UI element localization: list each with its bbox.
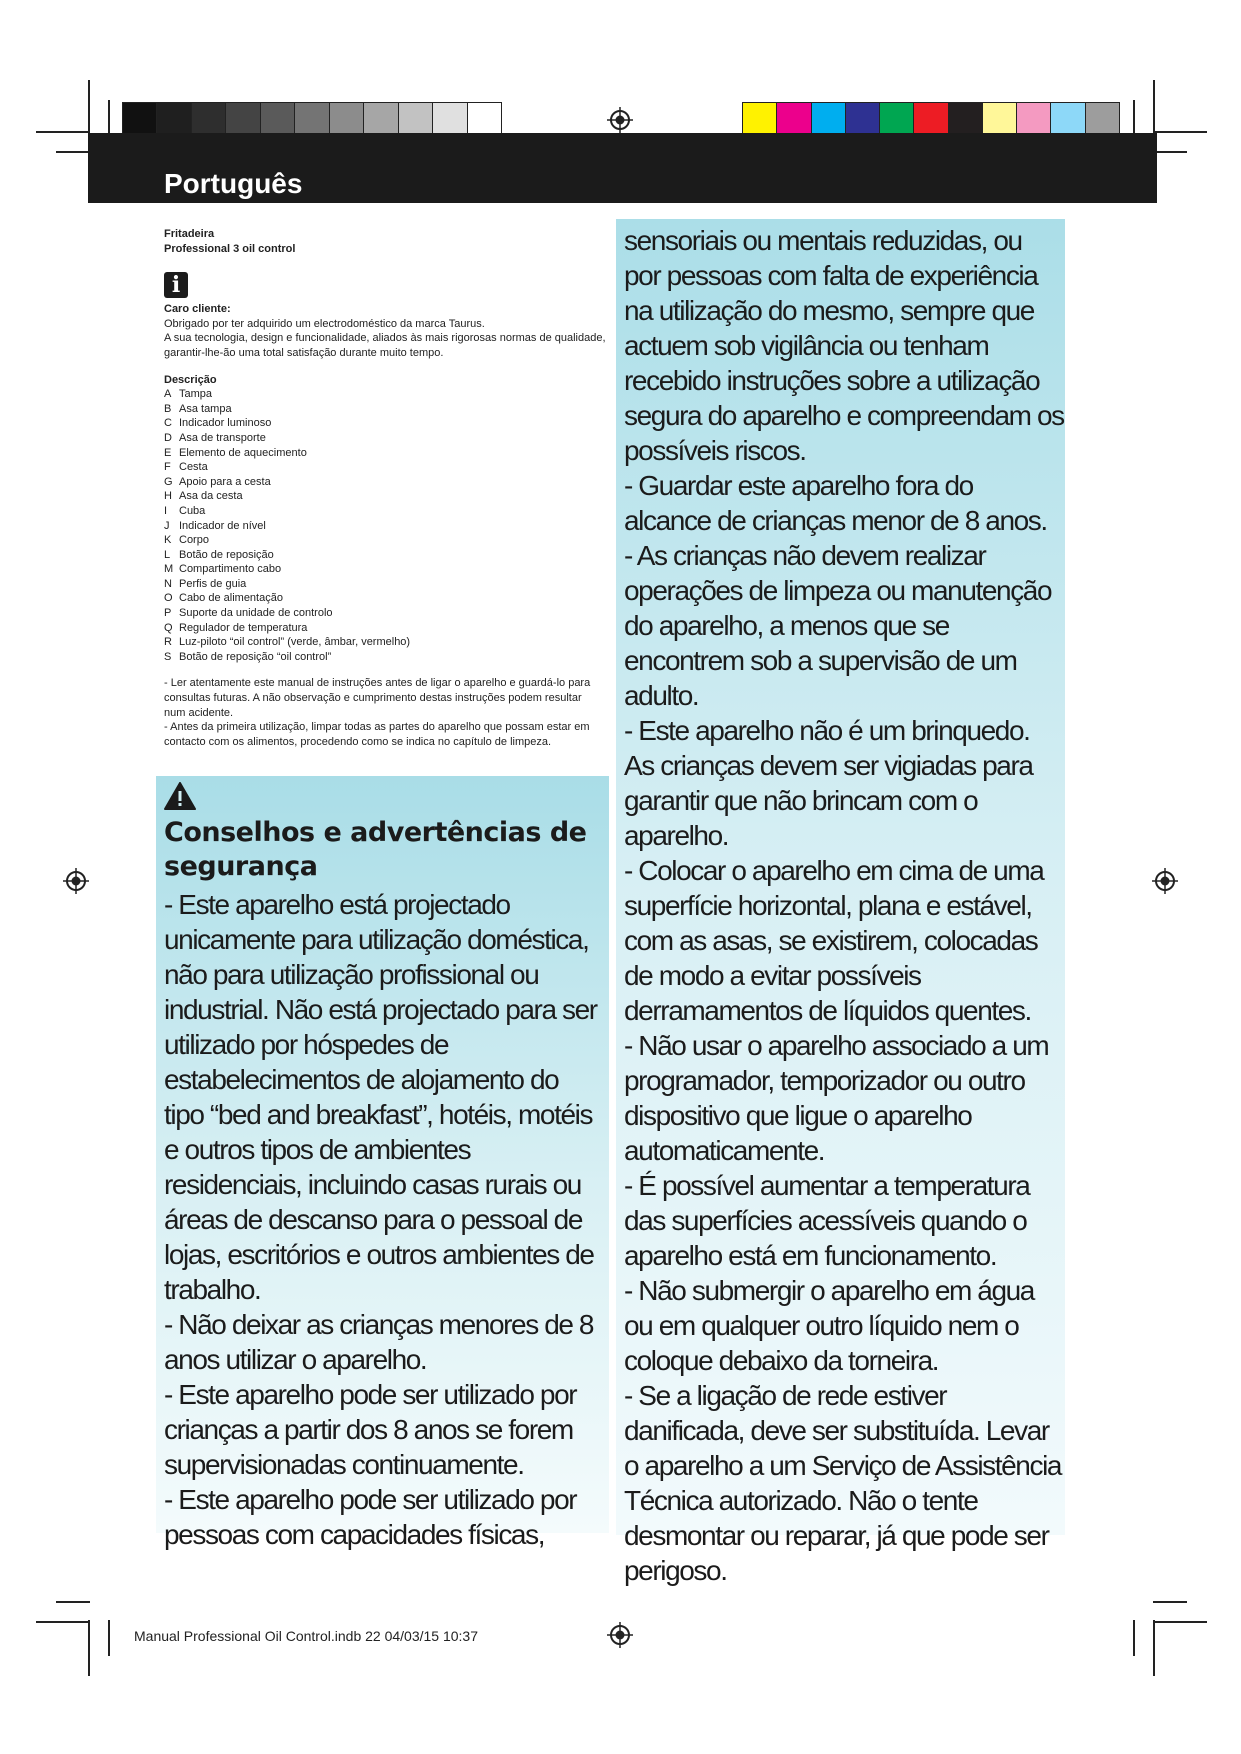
product-model: Professional 3 oil control (164, 242, 296, 255)
color-swatch (846, 103, 880, 137)
registration-mark-icon (607, 1622, 633, 1648)
crop-mark (1153, 1601, 1187, 1603)
safety-paragraph: - Se a ligação de rede estiver danificada, deve ser substituída. Levar o aparelho a um Serviço de Assistência Técnica autorizado. Não o tente desmontar ou reparar, já que pode ser perigoso. (624, 1380, 1062, 1586)
list-item: L Botão de reposição (164, 548, 274, 561)
footer-file-info: Manual Professional Oil Control.indb 22 04/03/15 10:37 (134, 1628, 478, 1644)
description-title: Descrição (164, 373, 217, 386)
gray-swatch (157, 103, 191, 137)
list-item: B Asa tampa (164, 402, 232, 415)
color-swatch (1086, 103, 1119, 137)
list-item: F Cesta (164, 461, 208, 474)
safety-text-right (624, 223, 1064, 1588)
gray-swatch (433, 103, 467, 137)
safety-paragraph: - Não submergir o aparelho em água ou em qualquer outro líquido nem o coloque debaixo da torneira. (624, 1275, 1034, 1376)
safety-paragraph: - Este aparelho pode ser utilizado por crianças a partir dos 8 anos se forem supervisionadas continuamente. (164, 1379, 577, 1480)
gray-swatch (330, 103, 364, 137)
gray-swatch (364, 103, 398, 137)
safety-text-left (164, 887, 604, 1552)
gray-swatch (468, 103, 501, 137)
info-icon: i (164, 272, 188, 298)
safety-paragraph: - Colocar o aparelho em cima de uma superfície horizontal, plana e estável, com as asas, se existirem, colocadas de modo a evitar possíveis derramamentos de líquidos quentes. (624, 855, 1044, 1026)
crop-mark (56, 151, 90, 153)
list-item: D Asa de transporte (164, 431, 266, 444)
list-item: H Asa da cesta (164, 490, 243, 503)
list-item: S Botão de reposição “oil control” (164, 650, 332, 663)
list-item: Q Regulador de temperatura (164, 621, 308, 634)
gray-swatch (261, 103, 295, 137)
note-first-use: - Antes da primeira utilização, limpar todas as partes do aparelho que possam estar em contacto com os alimentos, procedendo como se indica no capítulo de limpeza. (164, 721, 590, 748)
crop-mark (1153, 1620, 1155, 1676)
safety-paragraph: - Guardar este aparelho fora do alcance de crianças menor de 8 anos. (624, 470, 1047, 536)
crop-mark (88, 80, 90, 135)
safety-paragraph: - Este aparelho não é um brinquedo. As crianças devem ser vigiadas para garantir que não brincam com o aparelho. (624, 715, 1033, 851)
thanks-text: Obrigado por ter adquirido um electrodoméstico da marca Taurus. (164, 317, 485, 330)
crop-mark (56, 1601, 90, 1603)
language-title: Português (164, 168, 303, 199)
crop-mark (1153, 80, 1155, 135)
gray-swatch (192, 103, 226, 137)
crop-mark (1153, 131, 1207, 133)
safety-paragraph: - As crianças não devem realizar operações de limpeza ou manutenção do aparelho, a menos que se encontrem sob a supervisão de um adulto. (624, 540, 1052, 711)
crop-mark (36, 1621, 90, 1623)
color-swatch (777, 103, 811, 137)
crop-mark (108, 1620, 110, 1656)
quality-text: A sua tecnologia, design e funcionalidade, aliados às mais rigorosas normas de qualidade, garantir-lhe-ão uma total satisfação durante muito tempo. (164, 332, 606, 359)
crop-mark (36, 131, 90, 133)
safety-heading: Conselhos e advertências de segurança (164, 817, 587, 882)
color-swatch (949, 103, 983, 137)
list-item: G Apoio para a cesta (164, 475, 271, 488)
list-item: M Compartimento cabo (164, 563, 282, 576)
safety-paragraph: - Não deixar as crianças menores de 8 anos utilizar o aparelho. (164, 1309, 594, 1375)
color-swatch (1051, 103, 1085, 137)
list-item: N Perfis de guia (164, 577, 247, 590)
gray-swatch (399, 103, 433, 137)
safety-paragraph: sensoriais ou mentais reduzidas, ou por pessoas com falta de experiência na utilização do mesmo, sempre que actuem sob vigilância ou tenham recebido instruções sobre a utilização segura do aparelho e compreendam os possíveis riscos. (624, 225, 1064, 466)
crop-mark (1153, 151, 1187, 153)
color-swatch (914, 103, 948, 137)
list-item: A Tampa (164, 388, 213, 401)
gray-swatch (295, 103, 329, 137)
list-item: C Indicador luminoso (164, 417, 272, 430)
color-swatch (812, 103, 846, 137)
gray-swatch (226, 103, 260, 137)
safety-paragraph: - Não usar o aparelho associado a um programador, temporizador ou outro dispositivo que ligue o aparelho automaticamente. (624, 1030, 1049, 1166)
list-item: J Indicador de nível (164, 519, 266, 532)
registration-mark-icon (63, 868, 89, 894)
description-list (164, 387, 606, 664)
list-item: P Suporte da unidade de controlo (164, 607, 333, 620)
list-item: K Corpo (164, 534, 209, 547)
crop-mark (88, 1620, 90, 1676)
list-item: O Cabo de alimentação (164, 592, 283, 605)
warning-triangle-icon (164, 782, 196, 810)
registration-mark-icon (607, 107, 633, 133)
safety-paragraph: - Este aparelho está projectado unicamente para utilização doméstica, não para utilização profissional ou industrial. Não está projectado para ser utilizado por hóspedes de estabelecimentos de alojamento do tipo “bed and breakfast”, hotéis, motéis e outros tipos de ambientes residenciais, incluindo casas rurais ou áreas de descanso para o pessoal de lojas, escritórios e outros ambientes de trabalho. (164, 889, 597, 1305)
crop-mark (1133, 1620, 1135, 1656)
list-item: R Luz-piloto “oil control” (verde, âmbar, vermelho) (164, 636, 411, 649)
note-read-manual: - Ler atentamente este manual de instruções antes de ligar o aparelho e guardá-lo para consultas futuras. A não observação e cumprimento destas instruções podem resultar num acidente. (164, 677, 591, 719)
safety-paragraph: - Este aparelho pode ser utilizado por pessoas com capacidades físicas, (164, 1484, 577, 1550)
greeting: Caro cliente: (164, 303, 231, 316)
registration-mark-icon (1152, 868, 1178, 894)
crop-mark (1153, 1621, 1207, 1623)
product-name: Fritadeira (164, 228, 215, 240)
color-swatch (1017, 103, 1051, 137)
color-swatch (880, 103, 914, 137)
intro-section (164, 227, 606, 749)
safety-paragraph: - É possível aumentar a temperatura das superfícies acessíveis quando o aparelho está em funcionamento. (624, 1170, 1030, 1271)
list-item: I Cuba (164, 504, 206, 517)
color-swatch (743, 103, 777, 137)
gray-swatch (123, 103, 157, 137)
color-swatch (983, 103, 1017, 137)
list-item: E Elemento de aquecimento (164, 446, 307, 459)
